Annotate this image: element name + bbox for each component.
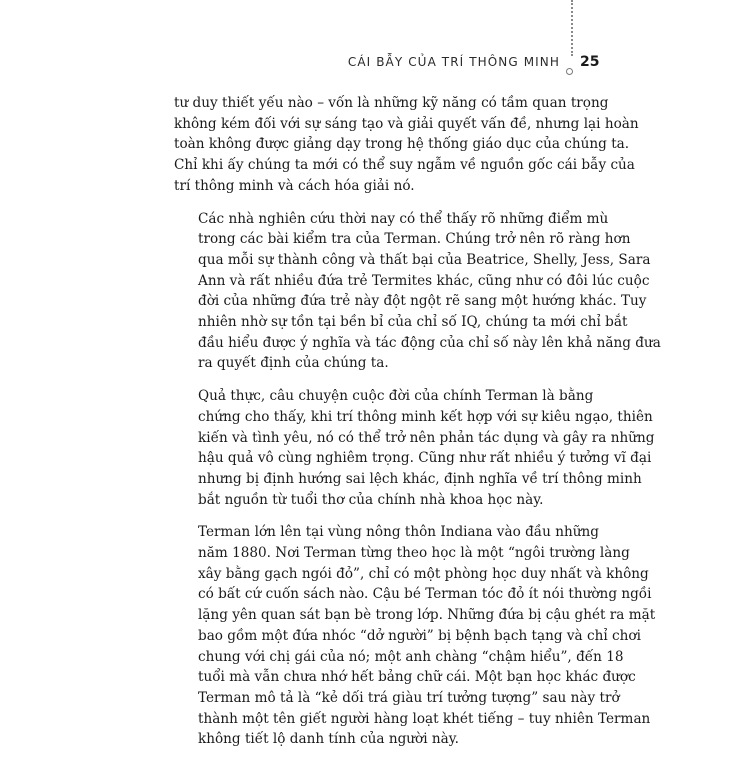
- text-line: đầu hiểu được ý nghĩa và tác động của chỉ số này lên khả năng đưa: [198, 334, 661, 351]
- text-line: Terman lớn lên tại vùng nông thôn Indiana vào đầu những: [198, 524, 599, 541]
- text-line: có bất cứ cuốn sách nào. Cậu bé Terman tóc đỏ ít nói thường ngồi: [198, 586, 652, 603]
- text-line: Quả thực, câu chuyện cuộc đời của chính Terman là bằng: [198, 388, 594, 405]
- text-line: thành một tên giết người hàng loạt khét tiếng – tuy nhiên Terman: [198, 710, 651, 727]
- text-line: không kém đối với sự sáng tạo và giải quyết vấn đề, nhưng lại hoàn: [174, 115, 639, 132]
- text-line: chứng cho thấy, khi trí thông minh kết hợp với sự kiêu ngạo, thiên: [198, 408, 653, 425]
- text-line: kiến và tình yêu, nó có thể trở nên phản tác dụng và gây ra những: [198, 429, 655, 446]
- text-line: lặng yên quan sát bạn bè trong lớp. Những đứa bị cậu ghét ra mặt: [198, 607, 656, 624]
- paragraph: [174, 209, 661, 375]
- text-line: Terman mô tả là “kẻ dối trá giàu trí tưởng tượng” sau này trở: [198, 689, 620, 706]
- header-dot-ornament: [566, 68, 573, 75]
- text-line: chung với chị gái của nó; một anh chàng “chậm hiểu”, đến 18: [198, 648, 624, 665]
- header-dotted-rule: [571, 0, 573, 56]
- text-line: Các nhà nghiên cứu thời nay có thể thấy rõ những điểm mù: [198, 210, 609, 227]
- text-line: nhưng bị định hướng sai lệch khác, định nghĩa về trí thông minh: [198, 470, 642, 487]
- paragraph: [174, 93, 639, 197]
- text-line: qua mỗi sự thành công và thất bại của Beatrice, Shelly, Jess, Sara: [198, 251, 651, 268]
- text-line: ra quyết định của chúng ta.: [198, 355, 389, 372]
- text-line: trong các bài kiểm tra của Terman. Chúng trở nên rõ ràng hơn: [198, 231, 631, 248]
- text-line: hậu quả vô cùng nghiêm trọng. Cũng như rất nhiều ý tưởng vĩ đại: [198, 450, 652, 467]
- paragraph: [174, 386, 655, 510]
- page-number: 25: [580, 54, 600, 70]
- text-line: toàn không được giảng dạy trong hệ thống giáo dục của chúng ta.: [174, 136, 630, 153]
- text-line: xây bằng gạch ngói đỏ”, chỉ có một phòng học duy nhất và không: [198, 565, 649, 582]
- text-line: bao gồm một đứa nhóc “dở người” bị bệnh bạch tạng và chỉ chơi: [198, 627, 641, 644]
- running-header-title: CÁI BẪY CỦA TRÍ THÔNG MINH: [347, 55, 560, 69]
- text-line: tư duy thiết yếu nào – vốn là những kỹ năng có tầm quan trọng: [174, 95, 609, 111]
- paragraph: [174, 522, 656, 750]
- text-line: không tiết lộ danh tính của người này.: [198, 731, 459, 748]
- text-line: bắt nguồn từ tuổi thơ của chính nhà khoa học này.: [198, 491, 544, 508]
- text-line: tuổi mà vẫn chưa nhớ hết bảng chữ cái. Một bạn học khác được: [198, 669, 636, 686]
- text-line: trí thông minh và cách hóa giải nó.: [174, 177, 415, 194]
- text-line: đời của những đứa trẻ này đột ngột rẽ sang một hướng khác. Tuy: [198, 293, 647, 310]
- text-line: Ann và rất nhiều đứa trẻ Termites khác, cũng như có đôi lúc cuộc: [198, 272, 650, 289]
- text-line: nhiên nhờ sự tồn tại bền bỉ của chỉ số IQ, chúng ta mới chỉ bắt: [198, 314, 628, 331]
- text-line: Chỉ khi ấy chúng ta mới có thể suy ngẫm về nguồn gốc cái bẫy của: [174, 157, 635, 174]
- text-line: năm 1880. Nơi Terman từng theo học là một “ngôi trường làng: [198, 545, 630, 562]
- body-text: [174, 93, 661, 762]
